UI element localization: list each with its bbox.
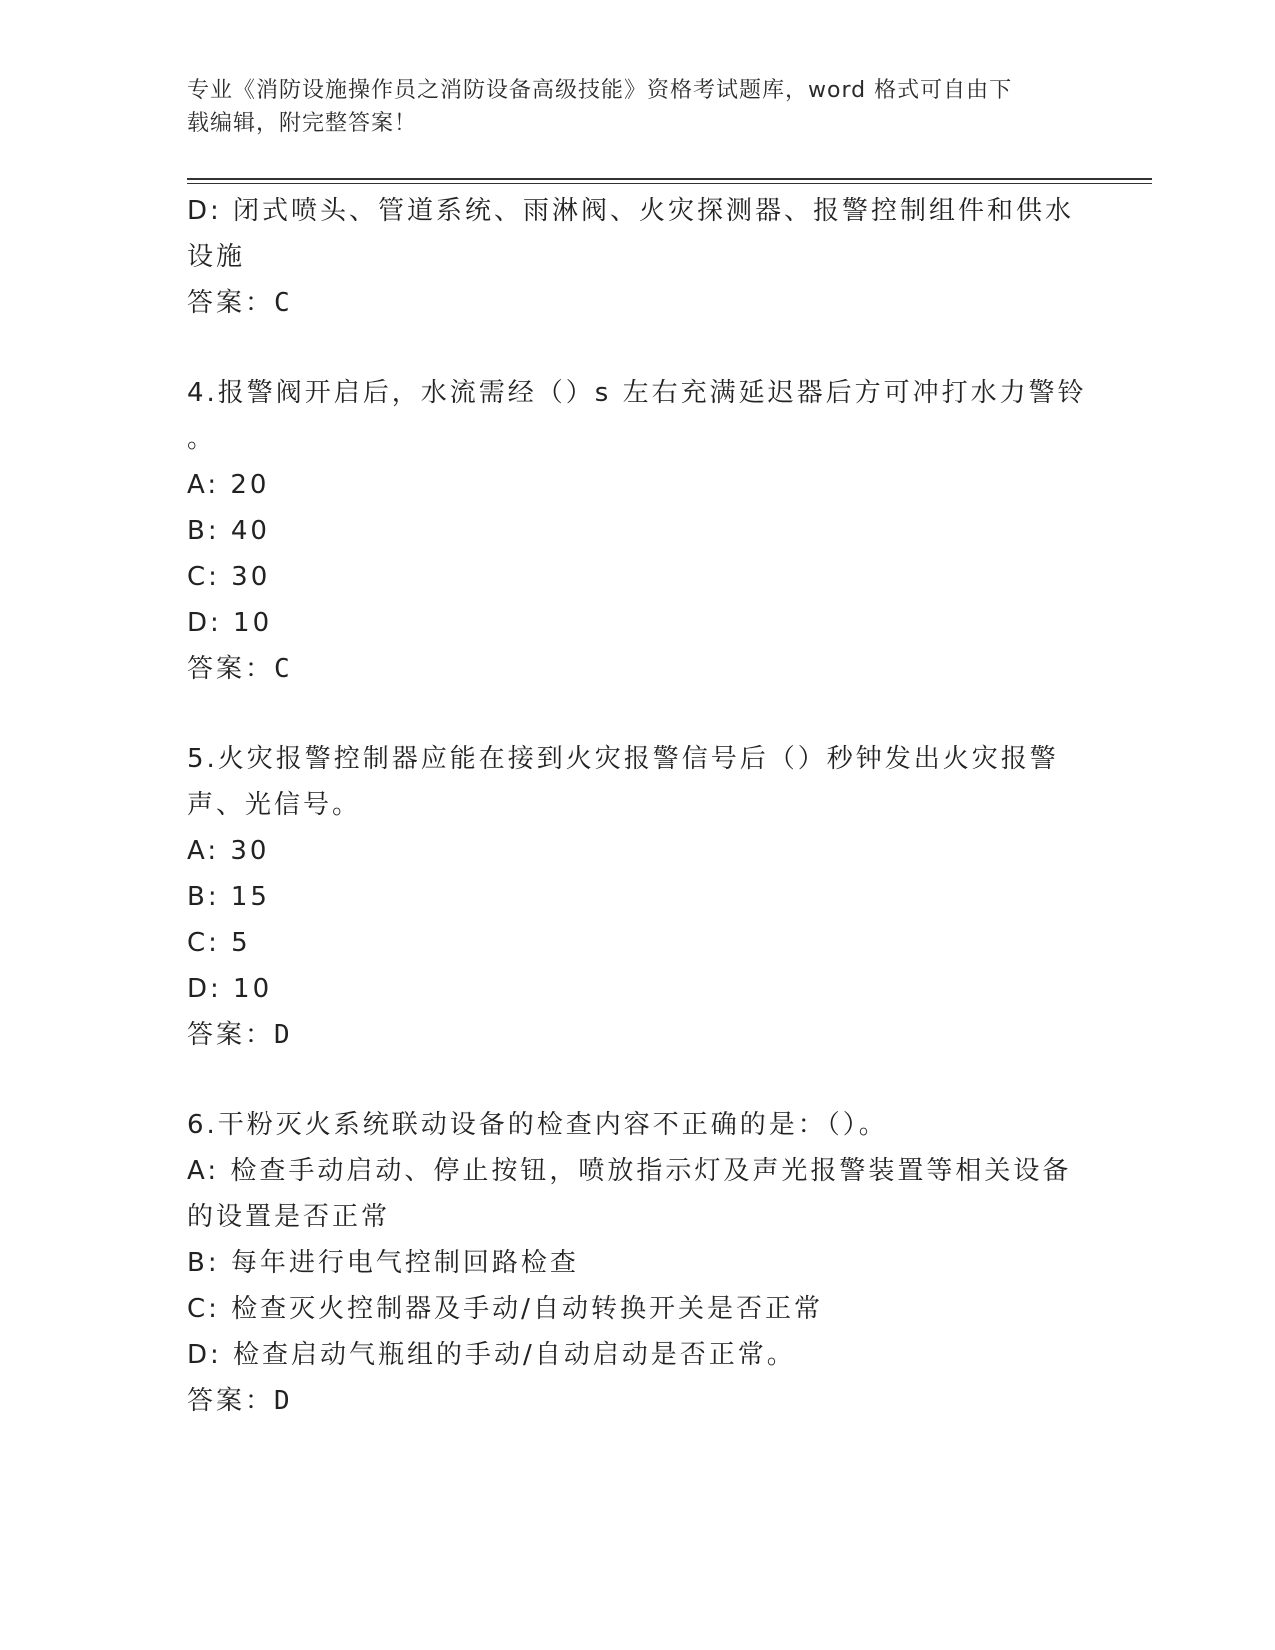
question-6-answer: [187, 1378, 1087, 1424]
answer-label: 答案：: [187, 1020, 275, 1050]
document-header: [187, 74, 1067, 140]
question-6-option-d: D: 检查启动气瓶组的手动/自动启动是否正常。: [187, 1340, 796, 1370]
question-5-stem-line2: 声、光信号。: [187, 790, 362, 820]
question-6: [187, 1102, 1087, 1424]
header-rule-thin: [187, 183, 1152, 184]
answer-value: C: [274, 288, 293, 318]
question-4-option-c: C: 30: [187, 562, 271, 592]
answer-label: 答案：: [187, 654, 275, 684]
question-4: [187, 370, 1087, 692]
question-5-answer: [187, 1012, 1087, 1058]
question-4-option-d: D: 10: [187, 608, 273, 638]
answer-value: D: [274, 1020, 293, 1050]
prev-option-d-line2: 设施: [187, 242, 246, 272]
question-5-option-a: A: 30: [187, 836, 270, 866]
question-5-option-c: C: 5: [187, 928, 251, 958]
question-5-option-b: B: 15: [187, 882, 270, 912]
question-5: [187, 736, 1087, 1058]
question-content: [187, 188, 1087, 1424]
question-4-option-b: B: 40: [187, 516, 270, 546]
question-6-option-b: B: 每年进行电气控制回路检查: [187, 1248, 579, 1278]
question-4-stem-line1: 4.报警阀开启后，水流需经（）s 左右充满延迟器后方可冲打水力警铃: [187, 378, 1087, 408]
answer-label: 答案：: [187, 288, 275, 318]
prev-answer: [187, 280, 1087, 326]
question-6-option-a-line1: A: 检查手动启动、停止按钮，喷放指示灯及声光报警装置等相关设备: [187, 1156, 1072, 1186]
answer-value: C: [274, 654, 293, 684]
question-6-option-a-line2: 的设置是否正常: [187, 1202, 391, 1232]
question-5-option-d: D: 10: [187, 974, 273, 1004]
answer-value: D: [274, 1386, 293, 1416]
question-6-option-c: C: 检查灭火控制器及手动/自动转换开关是否正常: [187, 1294, 823, 1324]
prev-option-d-line1: D: 闭式喷头、管道系统、雨淋阀、火灾探测器、报警控制组件和供水: [187, 196, 1075, 226]
question-4-stem-line2: 。: [187, 424, 217, 454]
prev-question: [187, 188, 1087, 326]
question-4-answer: [187, 646, 1087, 692]
answer-label: 答案：: [187, 1386, 275, 1416]
header-rule-thick: [187, 178, 1152, 180]
question-4-option-a: A: 20: [187, 470, 270, 500]
question-6-stem: 6.干粉灭火系统联动设备的检查内容不正确的是：（）。: [187, 1110, 888, 1140]
question-5-stem-line1: 5.火灾报警控制器应能在接到火灾报警信号后（）秒钟发出火灾报警: [187, 744, 1059, 774]
header-line-1: 专业《消防设施操作员之消防设备高级技能》资格考试题库，word 格式可自由下: [187, 78, 1013, 103]
header-line-2: 载编辑，附完整答案！: [187, 111, 418, 136]
